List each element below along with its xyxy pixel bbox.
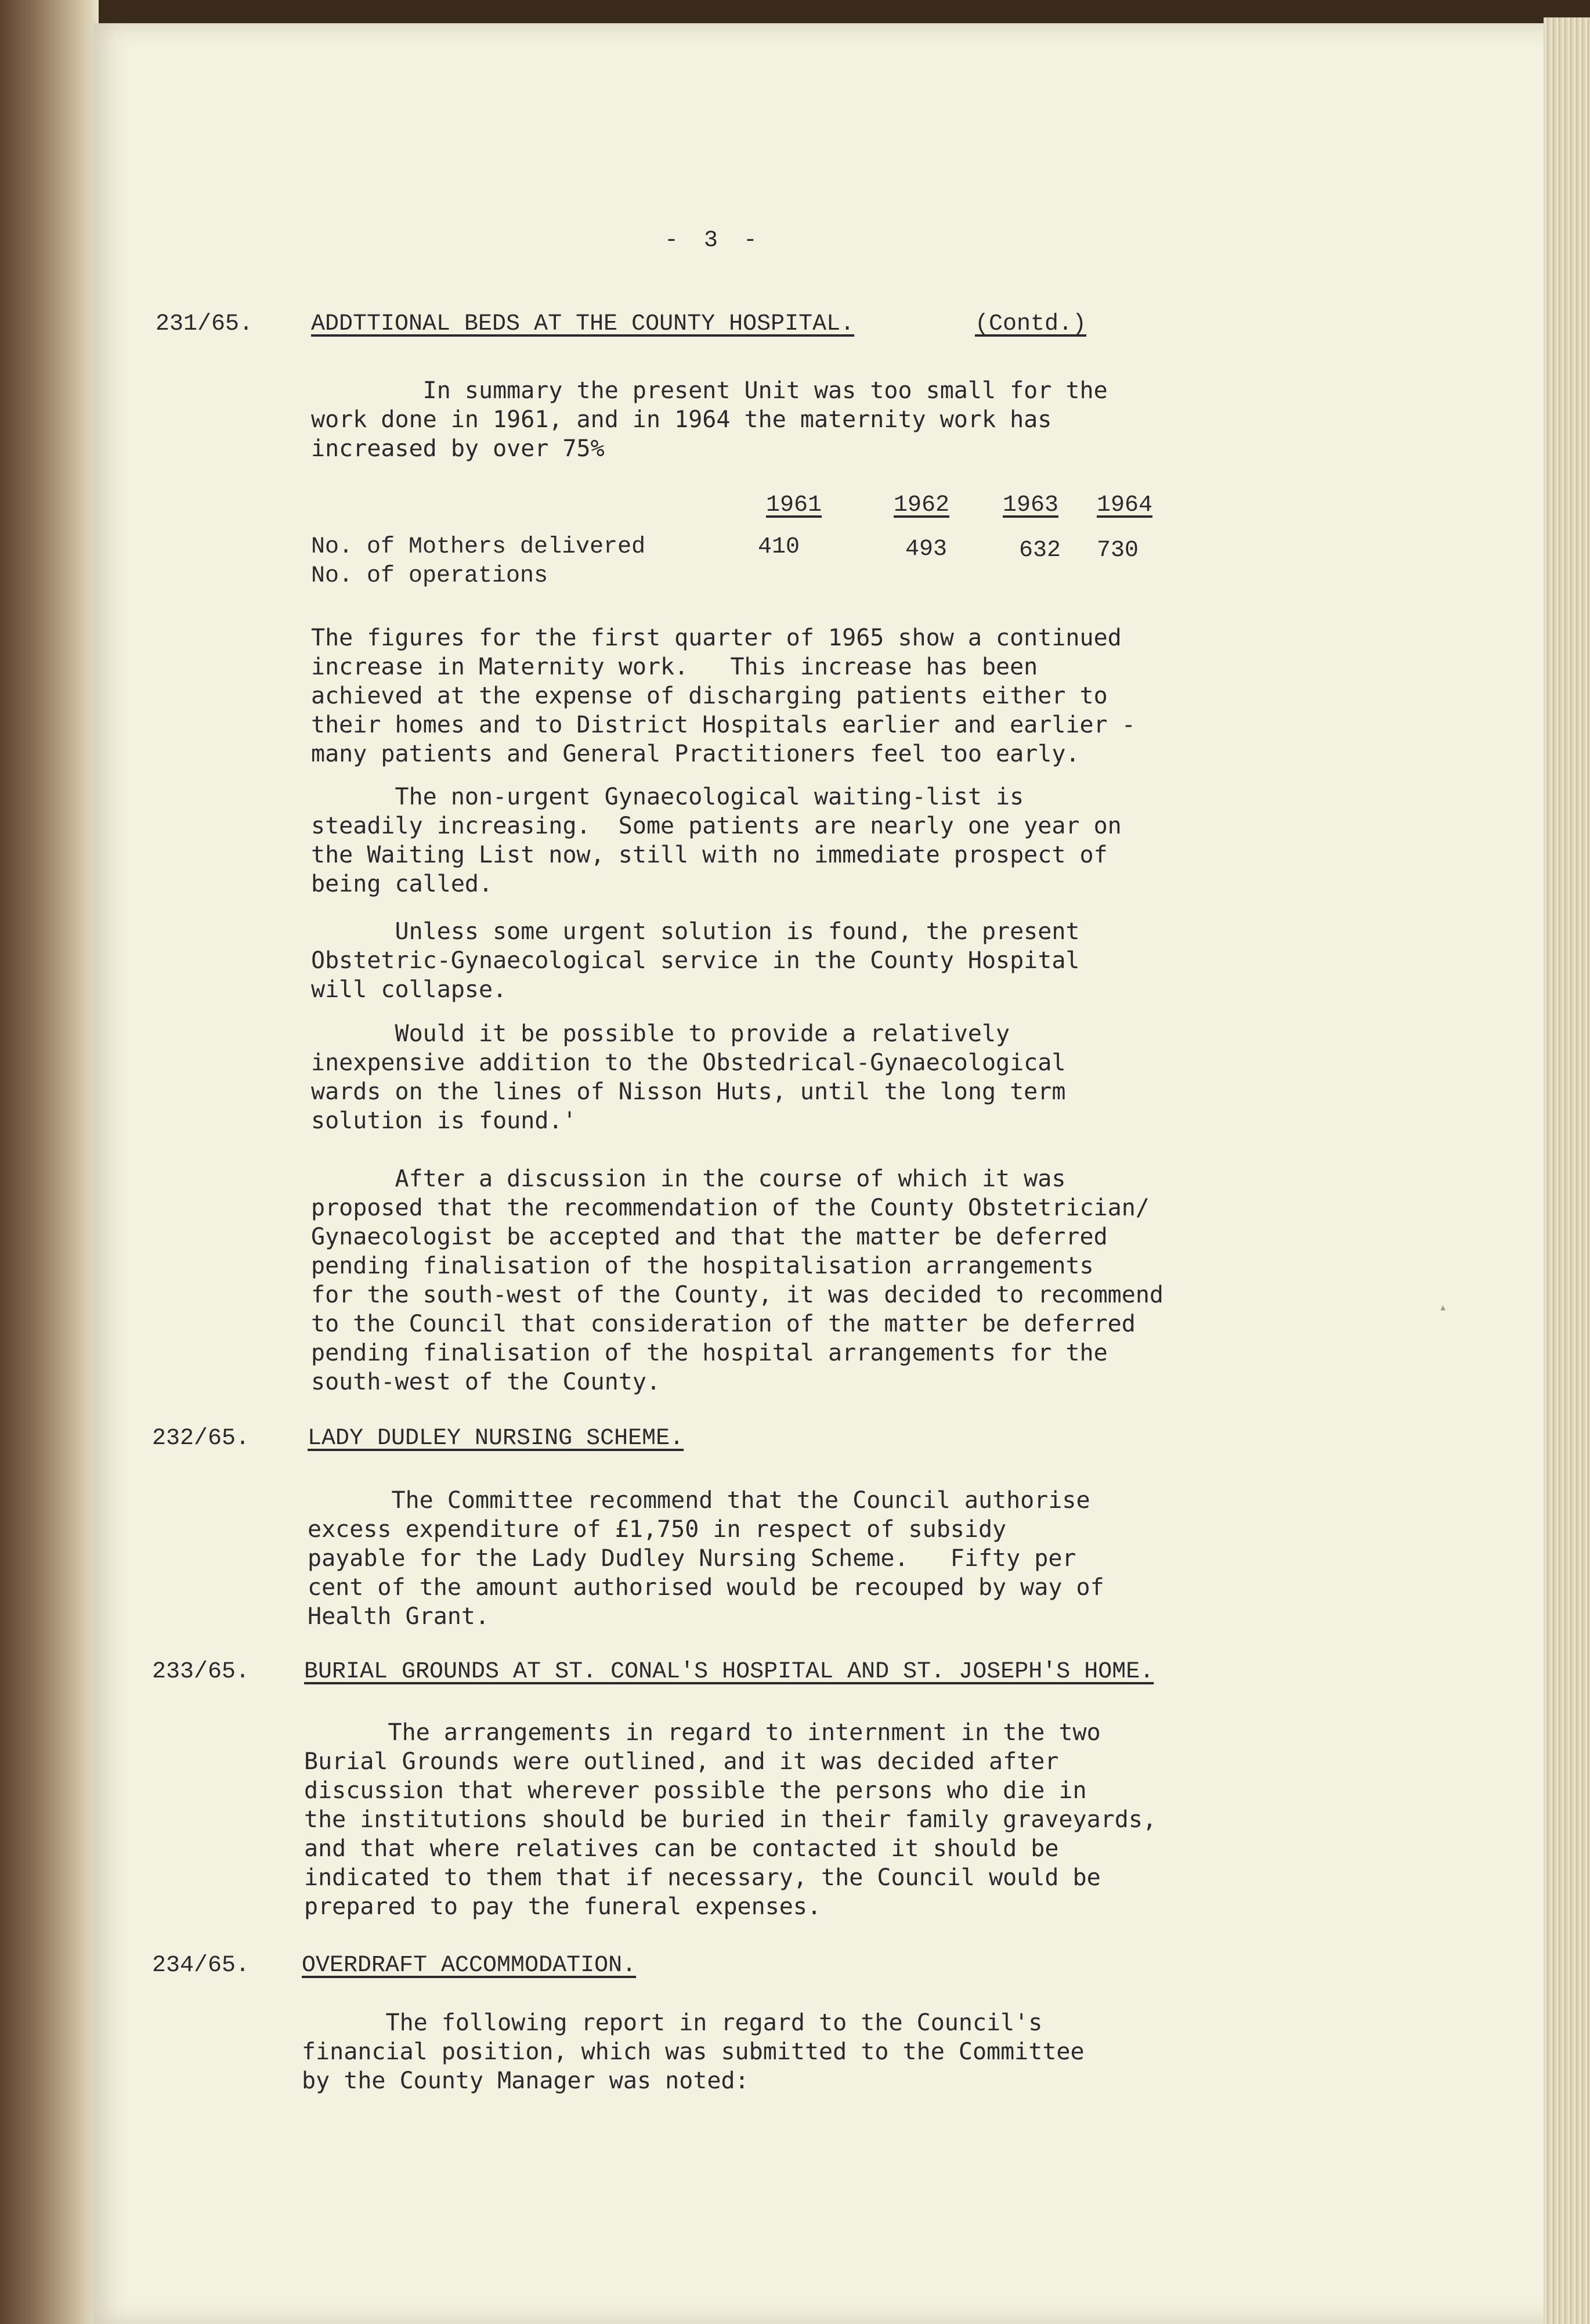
paragraph: The non-urgent Gynaecological waiting-list is steadily increasing. Some patients are nearly one year on the Waiting List now, still with no immediate prospect of being called. (311, 784, 1122, 897)
table-row-label: No. of Mothers delivered (311, 534, 646, 560)
item-number: 231/65. (156, 311, 254, 337)
paragraph: Would it be possible to provide a relatively inexpensive addition to the Obstedrical-Gynaecological wards on the lines of Nisson Huts, until the long term solution is found.' (311, 1020, 1066, 1134)
table-row-label: No. of operations (311, 563, 548, 589)
item-heading: LADY DUDLEY NURSING SCHEME. (308, 1426, 684, 1452)
table-cell: 493 (905, 536, 948, 562)
table-column-header: 1961 (766, 492, 822, 518)
item-heading-suffix: (Contd.) (975, 311, 1087, 337)
paragraph: Unless some urgent solution is found, the present Obstetric-Gynaecological service in the County Hospital will collapse. (311, 918, 1080, 1003)
table-column-header: 1962 (894, 492, 950, 518)
item-number: 234/65. (152, 1953, 250, 1979)
item-heading: OVERDRAFT ACCOMMODATION. (302, 1953, 637, 1979)
item-heading: BURIAL GROUNDS AT ST. CONAL'S HOSPITAL AND ST. JOSEPH'S HOME. (304, 1659, 1154, 1685)
paragraph: The figures for the first quarter of 1965 show a continued increase in Maternity work. This increase has been achieved at the expense of discharging patients either to their homes and to District Hospitals earlier and earlier - many patients and General Practitioners feel too early. (311, 625, 1136, 767)
paragraph: The arrangements in regard to internment in the two Burial Grounds were outlined, and it was decided after discussion that wherever possible the persons who die in the institutions should be buried in their family graveyards, and that where relatives can be contacted it should be indicated to them that if necessary, the Council would be prepared to pay the funeral expenses. (304, 1719, 1157, 1920)
paragraph: After a discussion in the course of which it was proposed that the recommendation of the County Obstetrician/ Gynaecologist be accepted and that the matter be deferred pending finalisation of the hospitalisation arrangements for the south-west of the County, it was decided to recommend to the Council that consideration of the matter be deferred pending finalisation of the hospital arrangements for the south-west of the County. (311, 1165, 1164, 1395)
item-number: 233/65. (152, 1659, 250, 1685)
paragraph: In summary the present Unit was too small for the work done in 1961, and in 1964 the maternity work has increased by over 75% (311, 377, 1108, 462)
table-column-header: 1963 (1003, 492, 1059, 518)
page-edges (1544, 17, 1590, 2324)
page-number: - 3 - (664, 228, 764, 254)
item-number: 232/65. (152, 1426, 250, 1452)
book-binding (0, 0, 99, 2324)
margin-mark: ▴ (1439, 1301, 1447, 1315)
paragraph: The Committee recommend that the Council authorise excess expenditure of £1,750 in respect of subsidy payable for the Lady Dudley Nursing Scheme. Fifty per cent of the amount authorised would be recouped by way of Health Grant. (308, 1487, 1104, 1630)
paragraph: The following report in regard to the Council's financial position, which was submitted to the Committee by the County Manager was noted: (302, 2009, 1085, 2094)
table-cell: 632 (1019, 537, 1061, 564)
table-cell: 730 (1097, 537, 1139, 564)
item-heading: ADDTTIONAL BEDS AT THE COUNTY HOSPITAL. (311, 311, 855, 337)
table-column-header: 1964 (1097, 492, 1153, 518)
table-cell: 410 (758, 534, 800, 560)
